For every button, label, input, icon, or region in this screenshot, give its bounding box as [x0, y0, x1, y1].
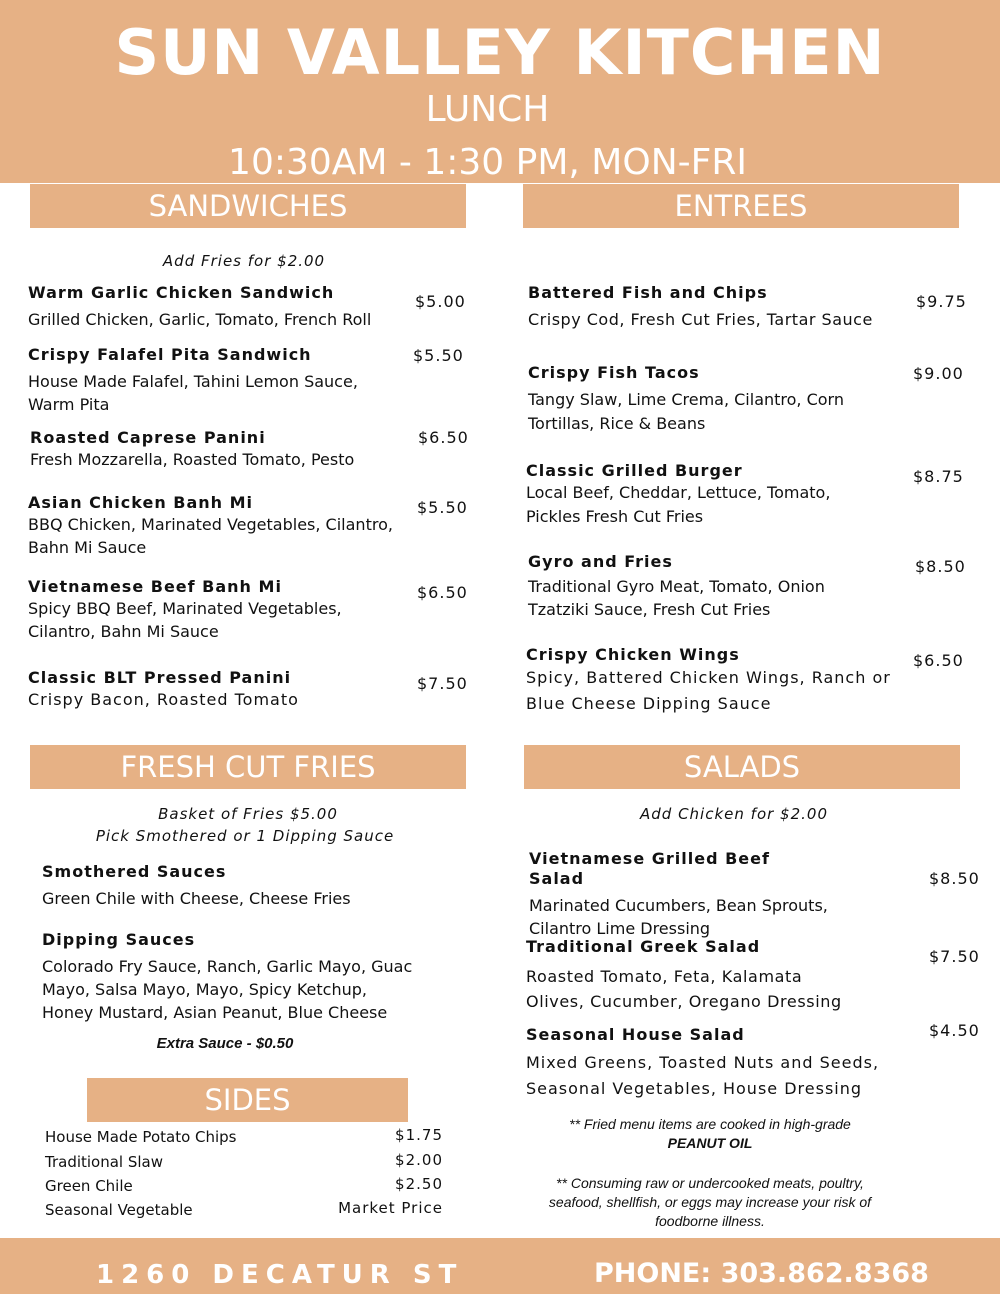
- side-price: $1.75: [395, 1126, 443, 1144]
- menu-item: [526, 937, 856, 1014]
- menu-item: [30, 428, 415, 471]
- menu-item: [28, 493, 398, 559]
- item-price: $7.50: [417, 674, 468, 693]
- side-name: Traditional Slaw: [45, 1153, 164, 1171]
- item-desc: Grilled Chicken, Garlic, Tomato, French Roll: [28, 310, 372, 329]
- sides-heading: SIDES: [87, 1078, 408, 1122]
- sandwiches-note: Add Fries for $2.00: [162, 252, 326, 270]
- side-name: Seasonal Vegetable: [45, 1201, 193, 1219]
- item-price: $6.50: [418, 428, 469, 447]
- item-name: Smothered Sauces: [42, 862, 227, 881]
- item-name: Asian Chicken Banh Mi: [28, 493, 254, 512]
- side-row: [45, 1151, 443, 1173]
- item-price: $4.50: [929, 1021, 980, 1040]
- item-price: $6.50: [913, 651, 964, 670]
- header-banner: [0, 0, 1000, 183]
- item-price: $7.50: [929, 947, 980, 966]
- item-name: Classic Grilled Burger: [526, 461, 743, 480]
- menu-item: [528, 363, 848, 436]
- side-name: House Made Potato Chips: [45, 1128, 237, 1146]
- menu-item: [526, 461, 886, 529]
- item-name: Seasonal House Salad: [526, 1025, 745, 1044]
- fries-note-basket: Basket of Fries $5.00: [158, 805, 338, 823]
- salads-heading: SALADS: [524, 745, 960, 789]
- fries-note-pick: Pick Smothered or 1 Dipping Sauce: [95, 827, 395, 845]
- item-desc: Fresh Mozzarella, Roasted Tomato, Pesto: [30, 450, 355, 469]
- item-price: $9.75: [916, 292, 967, 311]
- item-desc: Crispy Cod, Fresh Cut Fries, Tartar Sauce: [528, 310, 873, 329]
- food-safety-disclaimer: ** Consuming raw or undercooked meats, poultry, seafood, shellfish, or eggs may increase your risk of foodborne illness.: [548, 1175, 872, 1229]
- item-name: Dipping Sauces: [42, 930, 196, 949]
- item-name: Vietnamese Beef Banh Mi: [28, 577, 282, 596]
- item-desc: Spicy BBQ Beef, Marinated Vegetables, Cilantro, Bahn Mi Sauce: [28, 599, 342, 641]
- disclaimer-text: ** Fried menu items are cooked in high-grade: [569, 1116, 851, 1132]
- menu-item: [28, 283, 413, 331]
- item-price: $8.50: [915, 557, 966, 576]
- side-price: $2.00: [395, 1151, 443, 1169]
- item-name: Crispy Falafel Pita Sandwich: [28, 345, 312, 364]
- item-desc: Spicy, Battered Chicken Wings, Ranch or Blue Cheese Dipping Sauce: [526, 668, 891, 713]
- menu-item: [529, 849, 829, 940]
- menu-item: [526, 645, 901, 717]
- footer-banner: [0, 1238, 1000, 1294]
- item-price: $5.50: [417, 498, 468, 517]
- entrees-heading: ENTREES: [523, 184, 959, 228]
- item-desc: BBQ Chicken, Marinated Vegetables, Cilantro, Bahn Mi Sauce: [28, 515, 393, 557]
- menu-item: [28, 577, 413, 643]
- item-price: $5.50: [413, 346, 464, 365]
- menu-hours: 10:30AM - 1:30 PM, MON-FRI: [228, 142, 747, 183]
- item-name: Crispy Chicken Wings: [526, 645, 740, 664]
- address: 1260 DECATUR ST: [96, 1260, 464, 1290]
- item-name: Vietnamese Grilled Beef Salad: [529, 849, 770, 888]
- item-name: Traditional Greek Salad: [526, 937, 761, 956]
- item-price: $8.75: [913, 467, 964, 486]
- peanut-oil-disclaimer: [540, 1115, 880, 1153]
- side-price: $2.50: [395, 1175, 443, 1193]
- side-row: [45, 1126, 443, 1148]
- item-name: Gyro and Fries: [528, 552, 673, 571]
- restaurant-title: SUN VALLEY KITCHEN: [114, 16, 886, 89]
- menu-item: [42, 930, 422, 1024]
- phone-number: PHONE: 303.862.8368: [594, 1258, 929, 1289]
- menu-item: [528, 552, 828, 621]
- item-price: $5.00: [415, 292, 466, 311]
- menu-item: [28, 668, 413, 711]
- side-row: [45, 1175, 443, 1197]
- item-desc: Traditional Gyro Meat, Tomato, Onion Tzatziki Sauce, Fresh Cut Fries: [528, 577, 825, 619]
- menu-subtitle: LUNCH: [425, 89, 550, 130]
- extra-sauce-note: Extra Sauce - $0.50: [156, 1035, 294, 1052]
- item-desc: House Made Falafel, Tahini Lemon Sauce, Warm Pita: [28, 372, 358, 414]
- sandwiches-heading: SANDWICHES: [30, 184, 466, 228]
- item-desc: Tangy Slaw, Lime Crema, Cilantro, Corn Tortillas, Rice & Beans: [528, 390, 844, 433]
- item-name: Crispy Fish Tacos: [528, 363, 700, 382]
- menu-item: [526, 1025, 886, 1102]
- fries-heading: FRESH CUT FRIES: [30, 745, 466, 789]
- item-price: $6.50: [417, 583, 468, 602]
- item-desc: Local Beef, Cheddar, Lettuce, Tomato, Pickles Fresh Cut Fries: [526, 483, 831, 526]
- item-price: $9.00: [913, 364, 964, 383]
- item-desc: Roasted Tomato, Feta, Kalamata Olives, Cucumber, Oregano Dressing: [526, 967, 842, 1011]
- side-name: Green Chile: [45, 1177, 133, 1195]
- salads-note: Add Chicken for $2.00: [640, 805, 828, 823]
- item-name: Battered Fish and Chips: [528, 283, 768, 302]
- item-desc: Crispy Bacon, Roasted Tomato: [28, 690, 299, 709]
- menu-item: [528, 283, 908, 331]
- item-price: $8.50: [929, 869, 980, 888]
- menu-item: [28, 345, 398, 416]
- item-name: Classic BLT Pressed Panini: [28, 668, 292, 687]
- side-price: Market Price: [338, 1199, 443, 1217]
- item-desc: Colorado Fry Sauce, Ranch, Garlic Mayo, Guac Mayo, Salsa Mayo, Mayo, Spicy Ketchup, Honey Mustard, Asian Peanut, Blue Cheese: [42, 957, 413, 1022]
- item-desc: Marinated Cucumbers, Bean Sprouts, Cilantro Lime Dressing: [529, 896, 828, 938]
- side-row: [45, 1199, 443, 1221]
- item-desc: Mixed Greens, Toasted Nuts and Seeds, Seasonal Vegetables, House Dressing: [526, 1053, 880, 1098]
- item-name: Roasted Caprese Panini: [30, 428, 266, 447]
- item-desc: Green Chile with Cheese, Cheese Fries: [42, 889, 351, 908]
- disclaimer-emphasis: PEANUT OIL: [667, 1135, 753, 1151]
- item-name: Warm Garlic Chicken Sandwich: [28, 283, 335, 302]
- menu-item: [42, 862, 432, 910]
